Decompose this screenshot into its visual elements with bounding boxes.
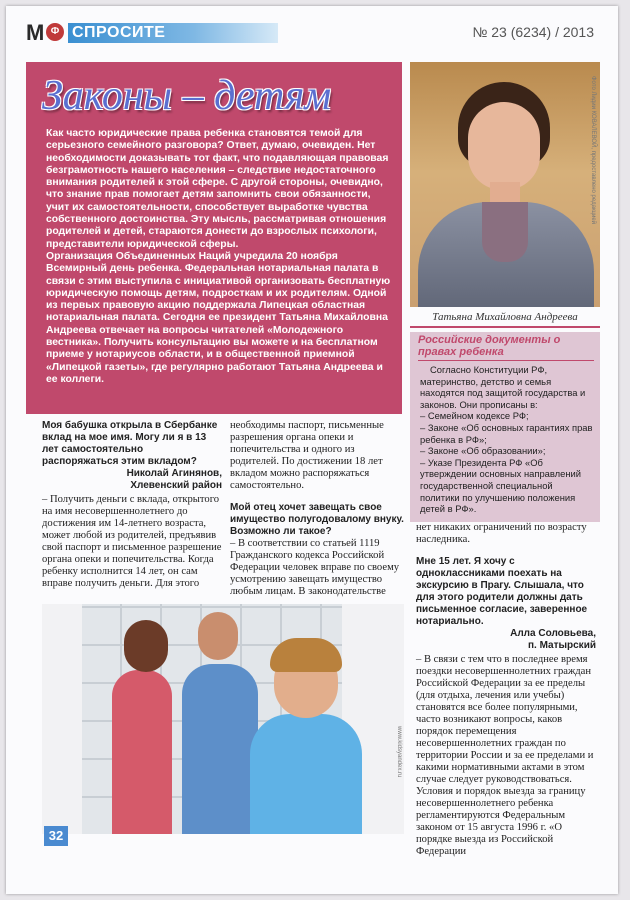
woman-head [124,620,168,672]
issue-number: № 23 (6234) / 2013 [472,24,594,40]
portrait-blouse [482,202,528,262]
article-headline: Законы – детям [42,73,332,119]
question-place: п. Матырский [527,640,596,651]
question: Мой отец хочет завещать свое имущество полугодовалому внуку. Возможно ли такое? [230,502,404,537]
column-1 [42,420,222,590]
magazine-page [6,6,618,894]
lead-paragraph: Организация Объединенных Наций учредила 20 ноября Всемирный день ребенка. Федеральная нотариальная палата в связи с этим выступила с инициативой организовать бесплатную юридическую помощь детям, подросткам и их родителям. Одной из первых правовую акцию поддержала Липецкая областная нотариальная палата. Сегодня ее президент Татьяна Михайловна Андреева отвечает на вопросы читателей «Молодежного вестника». Получить консультацию вы можете и на бесплатном приеме у нотариусов области, и в общественной приемной «Липецкой газеты», где регулярно работают Татьяна Андреева и ее коллеги. [46,250,391,385]
caption-divider [410,326,600,328]
answer: – Получить деньги с вклада, открытого на имя несовершеннолетнего до достижения им 14-летнего возраста, может любой из родителей, предъявив свой паспорт и письменное разрешение органа опеки и попечительства. Когда ребенку исполнится 14 лет, он сам вправе получить деньги. Для этого [42,494,222,589]
woman-figure [112,670,172,834]
boy-hair [270,638,342,672]
photo-caption: Татьяна Михайловна Андреева [432,311,578,323]
section-title: СПРОСИТЕ [72,24,166,41]
man-head [198,612,238,660]
photo-credit: Фото Лидии КОВАЛЕВОЙ, предоставлено редакцией [590,76,596,225]
boy-figure [250,714,362,834]
lead-text [46,128,391,386]
sidebar-title: Российские документы о правах ребенка [418,334,561,358]
logo-mark: Ф [46,23,64,41]
sidebar-item: – Семейном кодексе РФ; [420,410,529,422]
question: Моя бабушка открыла в Сбербанке вклад на мое имя. Могу ли я в 13 лет самостоятельно распоряжаться этим вкладом? [42,420,218,467]
question-place: Хлевенский район [130,480,222,491]
page-header [6,6,618,46]
portrait-face [468,102,540,190]
sidebar-item: Согласно Конституции РФ, материнство, детство и семья находятся под защитой государства и законов. Они прописаны в: [420,364,586,410]
page-number: 32 [44,826,68,846]
sidebar-item: – Указе Президента РФ «Об утверждении основных направлений государственной специальной политики по улучшению положения детей в РФ». [420,456,581,515]
sidebar-text [420,364,594,515]
lead-paragraph: Как часто юридические права ребенка становятся темой для серьезного семейного разговора? Ответ, думаю, очевиден. Нет необходимости доказывать тот факт, что подавляющая правовая безграмотность нашего населения – следствие недостаточного внимания родителей к этой сфере. С другой стороны, очевидно, что знание прав помогает детям запомнить свои обязанности, учит их самостоятельности, способствует выработке чувства собственного достоинства. Эту мысль, рассматривая отношения родителей и детей, стараются донести до взрослых психологи, представители юридической сферы. [46,128,389,250]
magazine-logo: М [26,20,45,45]
question-author: Николай Агинянов, [126,468,222,479]
column-3 [416,522,596,858]
answer-continued: нет никаких ограничений по возрасту наследника. [416,522,587,545]
sidebar-item: – Законе «Об образовании»; [420,445,546,457]
family-photo [42,604,404,834]
question-author: Алла Соловьева, [510,628,596,639]
answer: – В соответствии со статьей 1119 Гражданского кодекса Российской Федерации человек вправе по своему усмотрению завещать имущество любым лицам. В законодательстве [230,538,400,597]
family-photo-credit: www.kidsyandex.ru [396,726,402,778]
column-2 [230,420,404,598]
answer-continued: необходимы паспорт, письменные разрешения органа опеки и попечительства и одного из родителей. По достижении 18 лет вкладом можно распоряжаться самостоятельно. [230,420,384,491]
question: Мне 15 лет. Я хочу с одноклассниками поехать на экскурсию в Прагу. Слышала, что для этого родители должны дать письменное согласие, заверенное нотариально. [416,556,588,627]
answer: – В связи с тем что в последнее время поездки несовершеннолетних граждан Российской Федерации за ее пределы (для отдыха, лечения или учебы) становятся все более популярными, часто возникают вопросы, каков порядок перемещения несовершеннолетних граждан по территории России и за ее пределами и какими нормативными актами в этом случае следует руководствоваться. Условия и порядок выезда за границу несовершеннолетнего ребенка регламентируются Федеральным законом от 15 августа 1996 г. «О порядке выезда из Российской Федерации [416,654,594,857]
man-figure [182,664,258,834]
portrait-photo [410,62,600,307]
sidebar-item: – Законе «Об основных гарантиях прав ребенка в РФ»; [420,421,593,445]
sidebar-divider [418,360,594,361]
